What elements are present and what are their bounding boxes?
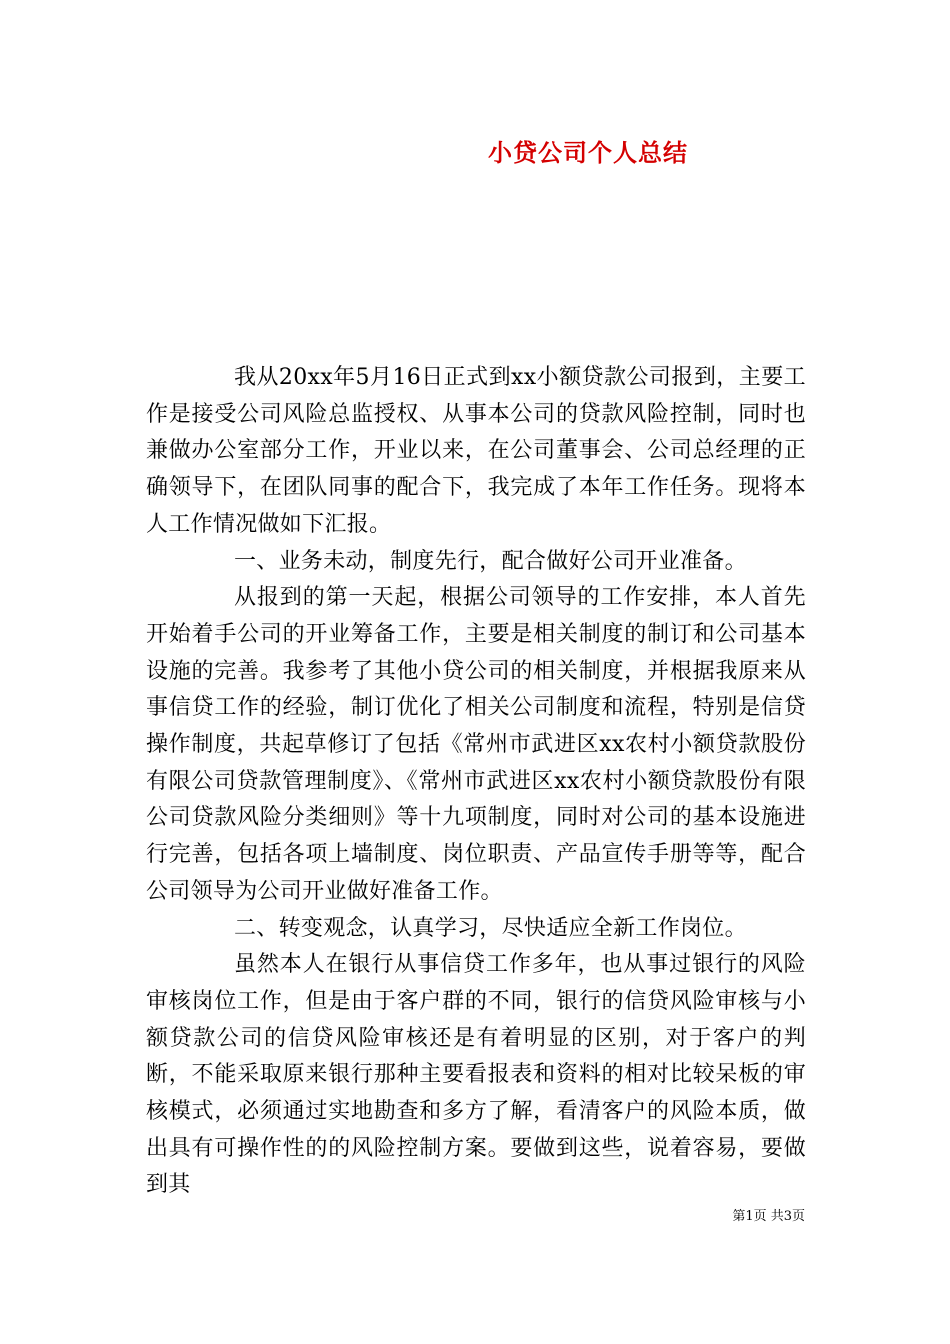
paragraph-heading-2: 二、转变观念，认真学习，尽快适应全新工作岗位。 (234, 915, 747, 941)
page-footer: 第1页 共3页 (732, 1209, 805, 1224)
document-body (146, 360, 806, 1204)
paragraph-section-1: 从报到的第一天起，根据公司领导的工作安排，本人首先开始着手公司的开业筹备工作，主要是相关制度的制订和公司基本设施的完善。我参考了其他小贷公司的相关制度，并根据我原来从事信贷工作的经验，制订优化了相关公司制度和流程，特别是信贷操作制度，共起草修订了包括《常州市武进区xx农村小额贷款股份有限公司贷款管理制度》、《常州市武进区xx农村小额贷款股份有限公司贷款风险分类细则》等十九项制度，同时对公司的基本设施进行完善，包括各项上墙制度、岗位职责、产品宣传手册等等，配合公司领导为公司开业做好准备工作。 (146, 585, 806, 904)
document-title: 小贷公司个人总结 (488, 138, 688, 167)
paragraph-section-2: 虽然本人在银行从事信贷工作多年，也从事过银行的风险审核岗位工作，但是由于客户群的不同，银行的信贷风险审核与小额贷款公司的信贷风险审核还是有着明显的区别，对于客户的判断，不能采取原来银行那种主要看报表和资料的相对比较呆板的审核模式，必须通过实地勘查和多方了解，看清客户的风险本质，做出具有可操作性的的风险控制方案。要做到这些，说着容易，要做到其 (146, 952, 806, 1198)
paragraph-intro: 我从20xx年5月16日正式到xx小额贷款公司报到，主要工作是接受公司风险总监授权、从事本公司的贷款风险控制，同时也兼做办公室部分工作，开业以来，在公司董事会、公司总经理的正确领导下，在团队同事的配合下，我完成了本年工作任务。现将本人工作情况做如下汇报。 (146, 365, 806, 537)
paragraph-heading-1: 一、业务未动，制度先行，配合做好公司开业准备。 (234, 548, 747, 574)
